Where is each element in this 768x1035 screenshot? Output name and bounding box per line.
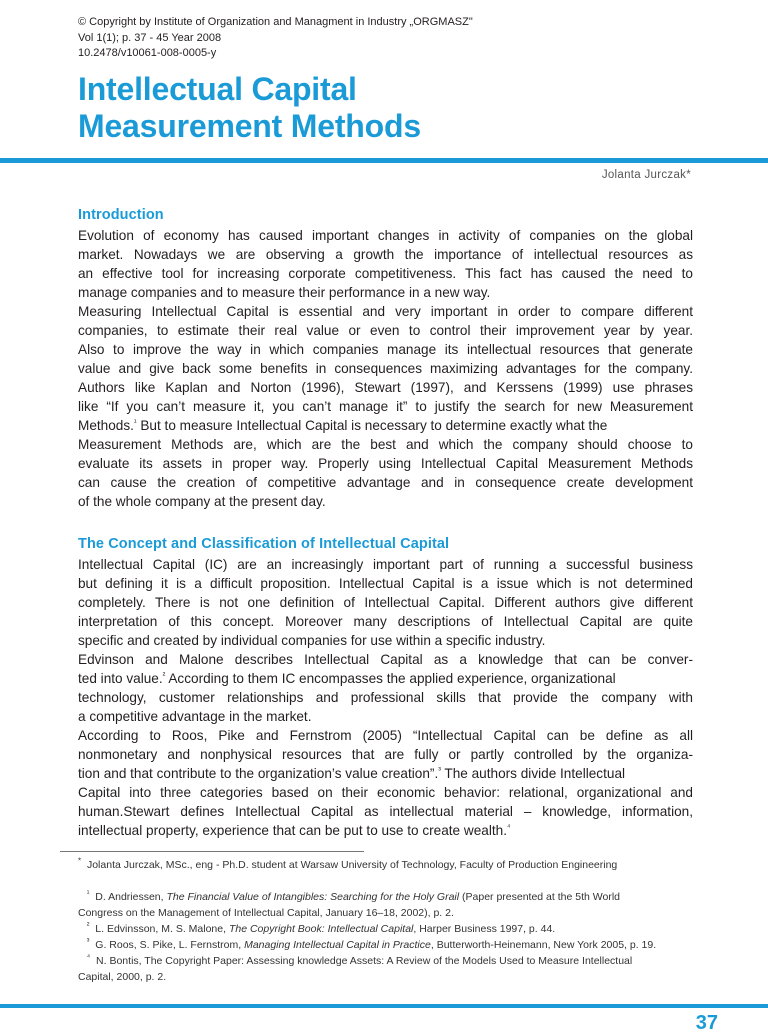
text-fragment: intellectual property, experience that can be put to use to create wealth. [78,823,507,838]
footnote-title: Managing Intellectual Capital in Practice [244,939,431,951]
footnote-title: The Copyright Book: Intellectual Capital [228,923,414,935]
footnote-1 [78,889,690,905]
text-fragment: But to measure Intellectual Capital is necessary to determine exactly what the [136,418,608,433]
footnote-text: G. Roos, S. Pike, L. Fernstrom, [95,939,245,951]
text-line [78,764,693,783]
text-line: Capital into three categories based on their economic behavior: relational, organizational and [78,785,693,800]
footnote-divider [60,851,364,852]
footnote-mark: * [78,856,82,866]
text-line [78,821,693,840]
text-line [78,416,693,435]
text-line: specific and created by individual companies for use within a specific industry. [78,633,546,648]
footnote-line [78,857,698,873]
title-line-1: Intellectual Capital [78,71,357,107]
bottom-divider [0,1004,768,1008]
footnote-2 [78,921,690,937]
text-line: Measurement Methods are, which are the best and which the company should choose to [78,437,693,452]
introduction-heading: Introduction [78,207,164,223]
doi-line: 10.2478/v10061-008-0005-y [78,47,217,59]
copyright-line: © Copyright by Institute of Organization and Managment in Industry „ORGMASZ" [78,16,473,28]
text-line: but defining it is a difficult proposition. Intellectual Capital is a issue which is not determined [78,576,693,591]
text-line: interpretation of this concept. Moreover many descriptions of Intellectual Capital are quite [78,614,693,629]
text-line: manage companies and to measure their performance in a new way. [78,285,491,300]
footnotes-list [78,889,690,985]
footnote-ref-1: ¹ [133,417,137,427]
text-fragment: Methods. [78,418,134,433]
text-fragment: The authors divide Intellectual [440,766,626,781]
footnote-mark: ³ [86,936,90,946]
text-line: Intellectual Capital (IC) are an increasingly important part of running a successful business [78,557,693,572]
text-line: like “If you can’t measure it, you can’t manage it” to justify the search for new Measurement [78,399,693,414]
footnote-4-cont: Capital, 2000, p. 2. [78,971,167,983]
introduction-body [78,226,693,511]
footnote-text: N. Bontis, The Copyright Paper: Assessing knowledge Assets: A Review of the Models Used to Measure Intellectual [96,955,633,967]
footnote-ref-4: ⁴ [506,822,511,832]
footnote-text: Jolanta Jurczak, MSc., eng - Ph.D. student at Warsaw University of Technology, Faculty of Production Engineering [86,859,618,871]
text-line: Edvinson and Malone describes Intellectual Capital as a knowledge that can be conver- [78,652,693,667]
footnote-4 [78,953,690,969]
text-line: can cause the creation of competitive advantage and in consequence create development [78,475,693,490]
text-line: value and give back some benefits in consequences maximizing advantages for the company. [78,361,693,376]
footnote-3 [78,937,690,953]
concept-heading: The Concept and Classification of Intellectual Capital [78,536,450,552]
footnote-text: D. Andriessen, [95,891,167,903]
text-line [78,669,693,688]
author-name: Jolanta Jurczak* [601,169,691,181]
text-fragment: tion and that contribute to the organization’s value creation”. [78,766,439,781]
text-line: Measuring Intellectual Capital is essential and very important in order to compare different [78,304,693,319]
footnote-mark: ¹ [86,888,90,898]
text-line: a competitive advantage in the market. [78,709,312,724]
footnote-text: (Paper presented at the 5th World [459,891,620,903]
text-line: companies, to estimate their real value or even to control their improvement year by year. [78,323,693,338]
footnote-1-cont: Congress on the Management of Intellectual Capital, January 16–18, 2002), p. 2. [78,907,454,919]
text-line: of the whole company at the present day. [78,494,326,509]
text-line: technology, customer relationships and professional skills that provide the company with [78,690,693,705]
concept-section [78,535,693,840]
text-line: Authors like Kaplan and Norton (1996), Stewart (1997), and Kerssens (1999) use phrases [78,380,693,395]
text-line: Evolution of economy has caused important changes in activity of companies on the global [78,228,693,243]
footnote-ref-3: ³ [438,765,441,775]
footnote-mark: ² [86,920,90,930]
page-number: 37 [695,1012,718,1034]
article-header [78,15,473,62]
volume-line: Vol 1(1); p. 37 - 45 Year 2008 [78,31,222,44]
article-title [78,71,421,145]
text-line: completely. There is not one definition of Intellectual Capital. Different authors give different [78,595,693,610]
footnote-text: L. Edvinsson, M. S. Malone, [95,923,229,935]
footnote-text: , Butterworth-Heinemann, New York 2005, p. 19. [430,939,657,951]
text-line: human.Stewart defines Intellectual Capital as intellectual material – knowledge, information, [78,804,693,819]
text-fragment: ted into value. [78,671,163,686]
title-line-2: Measurement Methods [78,108,421,144]
text-line: an effective tool for increasing corporate competitiveness. This fact has caused the need to [78,266,693,281]
text-line: evaluate its assets in proper way. Properly using Intellectual Capital Measurement Methods [78,456,693,471]
concept-body [78,555,693,840]
top-divider [0,158,768,163]
text-line: market. Nowadays we are observing a growth the importance of intellectual resources as [78,247,693,262]
introduction-section [78,206,693,511]
text-line: According to Roos, Pike and Fernstrom (2005) “Intellectual Capital can be define as all [78,728,693,743]
footnote-text: , Harper Business 1997, p. 44. [413,923,556,935]
footnote-mark: ⁴ [86,952,91,962]
footnote-title: The Financial Value of Intangibles: Searching for the Holy Grail [166,891,460,903]
text-line: Also to improve the way in which companies manage its intellectual resources that generate [78,342,693,357]
text-fragment: According to them IC encompasses the applied experience, organizational [165,671,616,686]
footnote-author [78,857,698,873]
text-line: nonmonetary and nonphysical resources that are fully or partly controlled by the organiza- [78,747,693,762]
footnote-ref-2: ² [162,670,166,680]
